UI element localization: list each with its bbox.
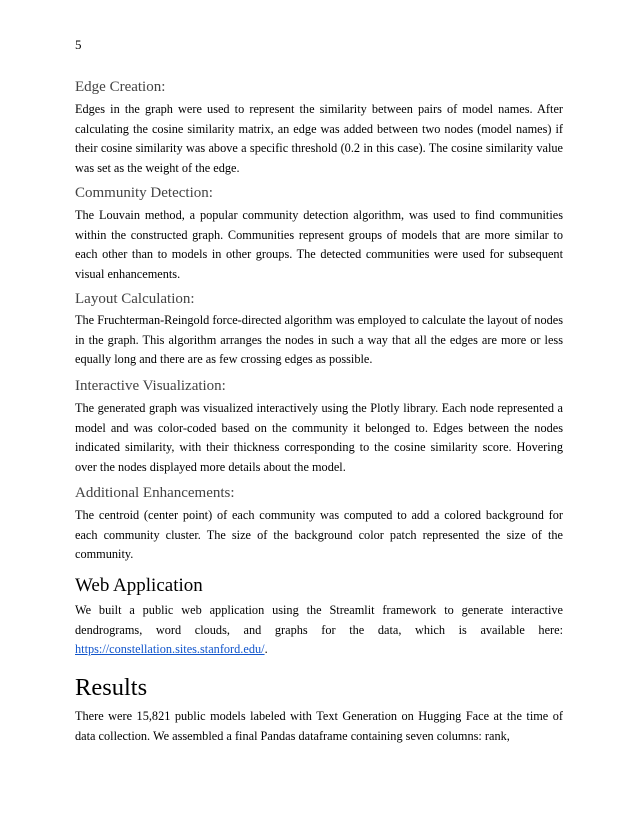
web-application-paragraph [75,601,563,660]
results-heading: Results [75,674,148,701]
edge-creation-heading: Edge Creation: [75,79,166,95]
web-application-text-end: . [264,642,268,656]
interactive-visualization-heading: Interactive Visualization: [75,378,226,394]
constellation-site-link[interactable]: https://constellation.sites.stanford.edu/ [75,642,265,656]
page-number: 5 [75,37,82,52]
edge-creation-paragraph: Edges in the graph were used to represent the similarity between pairs of model names. After calculating the cosine similarity matrix, an edge was added between two nodes (model names) if their cosine similarity was above a specific threshold (0.2 in this case). The cosine similarity value was set as the weight of the edge. [75,102,563,175]
interactive-visualization-paragraph: The generated graph was visualized interactively using the Plotly library. Each node represented a model and was color-coded based on the community it belonged to. Edges between the nodes indicated similarity, with their thickness corresponding to the cosine similarity score. Hovering over the nodes displayed more details about the model. [75,401,563,474]
web-application-text: We built a public web application using the Streamlit framework to generate interactive dendrograms, word clouds, and graphs for the data, which is available here: [75,603,563,637]
additional-enhancements-heading: Additional Enhancements: [75,485,235,501]
community-detection-heading: Community Detection: [75,185,213,201]
additional-enhancements-paragraph: The centroid (center point) of each community was computed to add a colored background for each community cluster. The size of the background color patch represented the size of the community. [75,508,563,561]
community-detection-paragraph: The Louvain method, a popular community detection algorithm, was used to find communities within the constructed graph. Communities represent groups of models that are more similar to each other than to models in other groups. The detected communities were used for subsequent visual enhancements. [75,208,563,281]
layout-calculation-paragraph: The Fruchterman-Reingold force-directed algorithm was employed to calculate the layout of nodes in the graph. This algorithm arranges the nodes in such a way that all the edges are more or less equally long and there are as few crossing edges as possible. [75,313,563,366]
layout-calculation-heading: Layout Calculation: [75,291,195,307]
results-paragraph: There were 15,821 public models labeled with Text Generation on Hugging Face at the time of data collection. We assembled a final Pandas dataframe containing seven columns: rank, [75,709,563,743]
web-application-heading: Web Application [75,575,203,596]
